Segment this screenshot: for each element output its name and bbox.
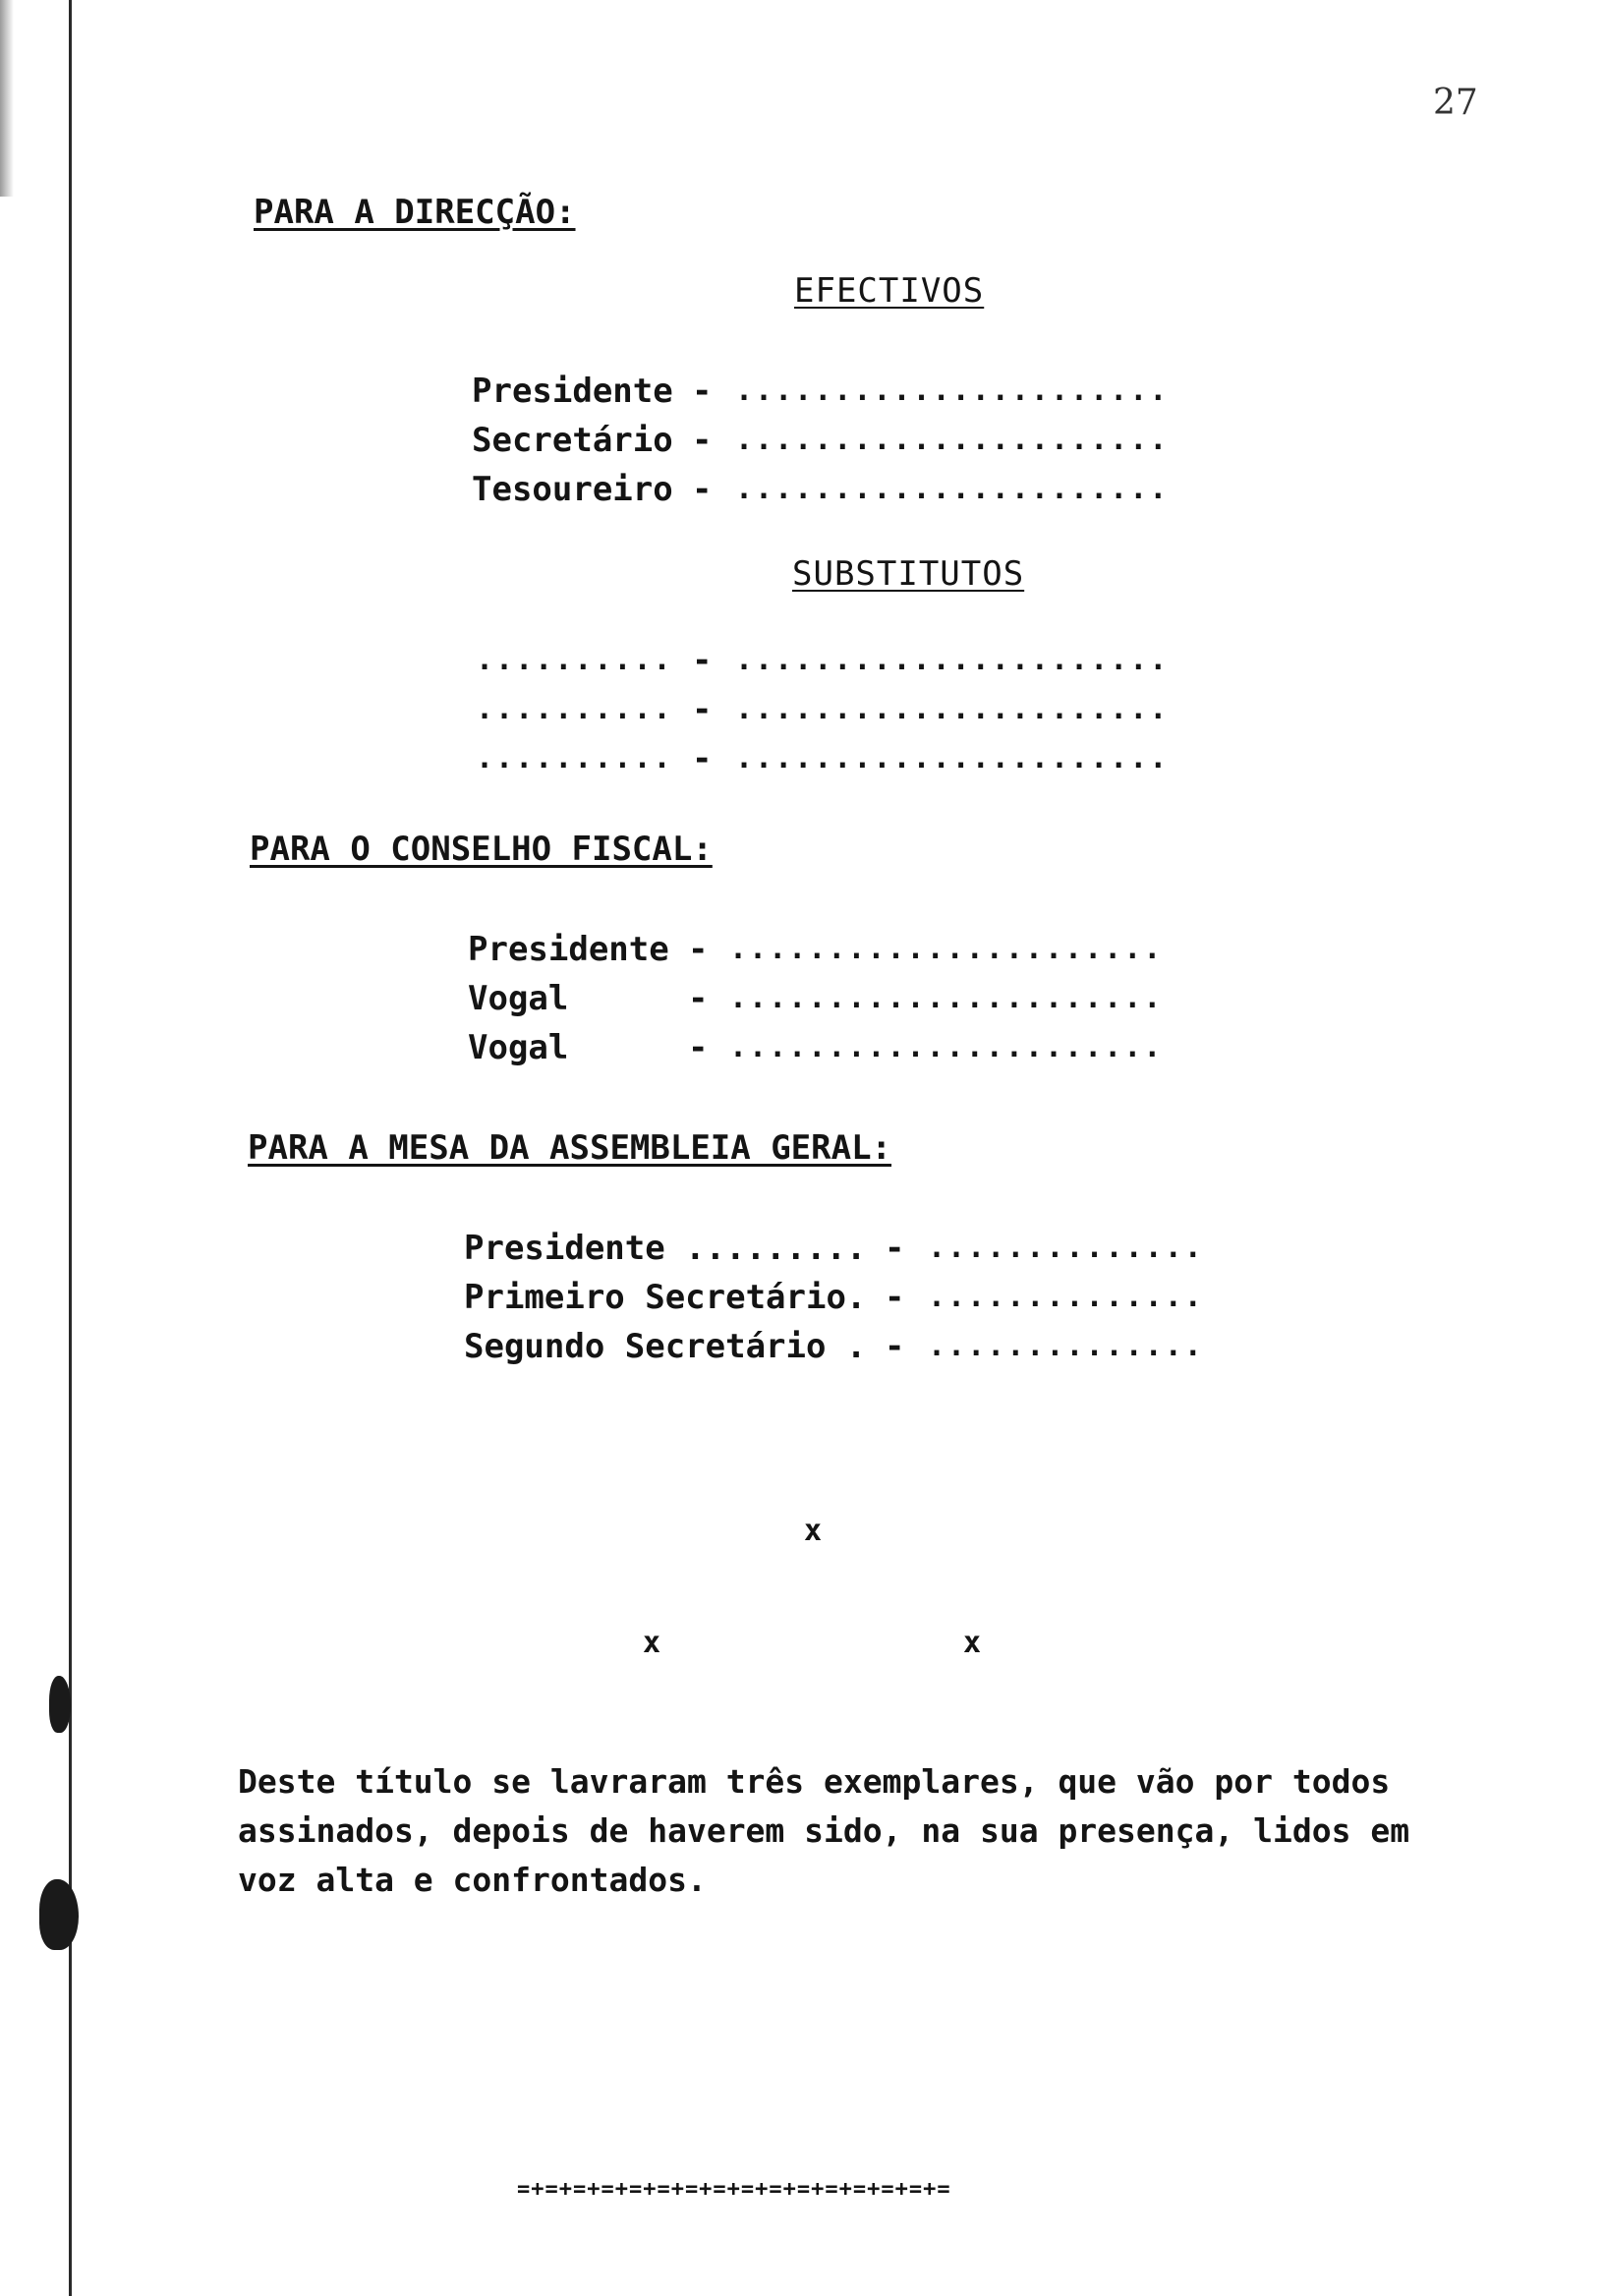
conselho-member-label: Vogal [468,1028,569,1067]
signature-dots-line: ...................... [735,423,1170,457]
signature-dots-line: ...................... [729,981,1164,1015]
signature-dots-line: ...................... [729,932,1164,966]
separator-dash: - [688,930,709,969]
mesa-member-label: Segundo Secretário . [464,1327,867,1366]
mesa-member-label: Presidente ......... [464,1229,867,1268]
signature-dots-line: .............. [928,1280,1204,1314]
separator-dash: - [688,1028,709,1067]
closing-paragraph [238,1757,1457,1905]
signature-dots-line: ...................... [735,472,1170,506]
section-heading-mesa-assembleia: PARA A MESA DA ASSEMBLEIA GERAL: [248,1128,892,1168]
separator-dash: - [885,1229,905,1268]
substituto-name-dots: .......... [476,692,673,726]
separator-dash: - [692,690,713,729]
efectivo-label: Secretário [472,421,673,460]
conselho-member-label: Presidente [468,930,669,969]
signature-dots-line: .............. [928,1231,1204,1265]
signature-dots-line: ...................... [735,643,1170,677]
efectivo-label: Presidente [472,372,673,411]
binding-margin-line [69,0,72,2296]
separator-dash: - [692,641,713,680]
punch-hole-mark [49,1676,71,1733]
substitutos-title: SUBSTITUTOS [792,554,1025,594]
ornament-mark: x [804,1514,823,1548]
separator-dash: - [885,1278,905,1317]
punch-hole-mark [39,1879,79,1950]
separator-dash: - [692,470,713,509]
scan-edge-shadow [0,0,14,197]
section-heading-conselho-fiscal: PARA O CONSELHO FISCAL: [250,830,713,869]
signature-dots-line: ...................... [729,1030,1164,1064]
substituto-name-dots: .......... [476,643,673,677]
signature-dots-line: ...................... [735,692,1170,726]
signature-dots-line: ...................... [735,373,1170,408]
conselho-member-label: Vogal [468,979,569,1018]
efectivos-title: EFECTIVOS [794,271,985,311]
efectivo-label: Tesoureiro [472,470,673,509]
ornament-mark: x [643,1626,661,1660]
paragraph-line: assinados, depois de haverem sido, na sua presença, lidos em [238,1811,1410,1850]
closing-ornamental-rule: =+=+=+=+=+=+=+=+=+=+=+=+=+=+=+= [517,2177,951,2202]
substituto-name-dots: .......... [476,741,673,775]
signature-dots-line: .............. [928,1329,1204,1363]
separator-dash: - [688,979,709,1018]
section-heading-direccao: PARA A DIRECÇÃO: [254,193,576,232]
separator-dash: - [692,739,713,778]
paragraph-line: Deste título se lavraram três exemplares, que vão por todos [238,1762,1391,1801]
paragraph-line: voz alta e confrontados. [238,1861,707,1899]
ornament-mark: x [963,1626,982,1660]
separator-dash: - [692,421,713,460]
separator-dash: - [692,372,713,411]
mesa-member-label: Primeiro Secretário. [464,1278,867,1317]
separator-dash: - [885,1327,905,1366]
page-number: 27 [1433,83,1478,123]
signature-dots-line: ...................... [735,741,1170,775]
